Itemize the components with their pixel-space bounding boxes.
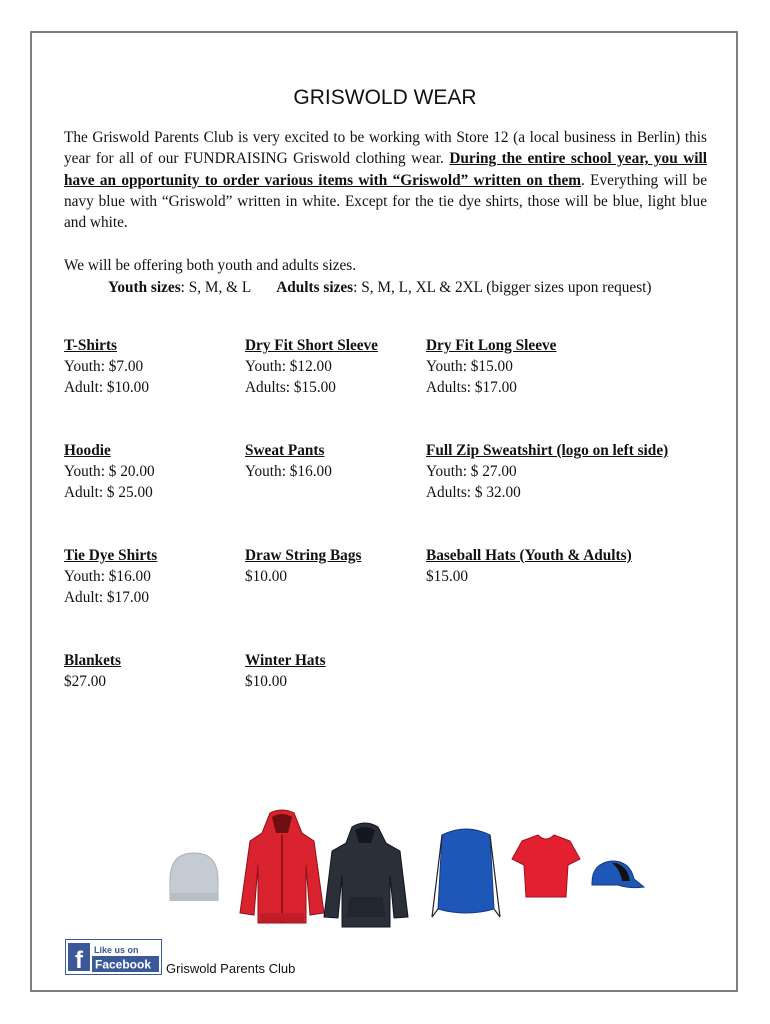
sizes-line (108, 279, 652, 297)
product-images (160, 805, 660, 935)
t-shirt-image (512, 835, 580, 897)
item-price: Youth: $ 20.00 (64, 463, 155, 480)
item-price: Youth: $15.00 (426, 358, 513, 375)
item-name: Dry Fit Short Sleeve (245, 337, 378, 354)
item-price: Adult: $17.00 (64, 589, 149, 606)
youth-sizes-values: : S, M, & L (180, 279, 252, 296)
facebook-badge-brand: Facebook (95, 957, 152, 972)
page-title: GRISWOLD WEAR (293, 86, 477, 109)
intro-text-2: . Everything will be navy blue with “Griswold” written in white. Except for the tie dye shirts, those will be blue, light blue and white. (64, 171, 707, 232)
item-full-zip-sweatshirt (426, 440, 668, 503)
item-t-shirts (64, 335, 149, 398)
facebook-badge-top-text: Like us on (94, 945, 139, 955)
item-winter-hats (245, 650, 326, 692)
baseball-hat-image (592, 861, 644, 888)
item-name: Winter Hats (245, 652, 326, 669)
winter-hat-image (170, 853, 218, 901)
adult-sizes-label: Adults sizes (276, 279, 354, 296)
item-price: $10.00 (245, 673, 288, 690)
footer-text: Griswold Parents Club (166, 961, 296, 976)
item-name: Sweat Pants (245, 442, 325, 459)
item-price: Adult: $ 25.00 (64, 484, 153, 501)
item-name: Baseball Hats (Youth & Adults) (426, 547, 632, 564)
item-price: Adults: $17.00 (426, 379, 517, 396)
item-price: $10.00 (245, 568, 288, 585)
intro-paragraph (64, 127, 707, 233)
intro-emphasis: During the entire school year, you will have an opportunity to order various items with “Griswold” written on them (64, 150, 707, 189)
item-price: Youth: $ 27.00 (426, 463, 517, 480)
intro-text-1: The Griswold Parents Club is very excited to be working with Store 12 (a local business in Berlin) this year for all of our FUNDRAISING Griswold clothing wear. (64, 129, 707, 168)
item-price: Adults: $ 32.00 (426, 484, 521, 501)
item-sweat-pants (245, 440, 332, 482)
item-tie-dye-shirts (64, 545, 157, 608)
item-dry-fit-long-sleeve (426, 335, 556, 398)
item-baseball-hats (426, 545, 632, 587)
item-name: Blankets (64, 652, 121, 669)
item-name: Tie Dye Shirts (64, 547, 158, 564)
item-name: Hoodie (64, 442, 111, 459)
youth-sizes-label: Youth sizes (108, 279, 181, 296)
item-blankets (64, 650, 121, 692)
facebook-icon (66, 940, 161, 974)
item-price: Youth: $7.00 (64, 358, 144, 375)
red-hoodie-image (240, 810, 324, 923)
item-price: Youth: $16.00 (245, 463, 332, 480)
drawstring-bag-image (432, 829, 500, 917)
item-name: Full Zip Sweatshirt (logo on left side) (426, 442, 669, 459)
sizes-intro: We will be offering both youth and adults sizes. (64, 257, 357, 274)
item-dry-fit-short-sleeve (245, 335, 378, 398)
navy-hoodie-image (324, 823, 408, 927)
item-name: Draw String Bags (245, 547, 362, 564)
facebook-badge[interactable] (65, 939, 162, 975)
item-draw-string-bags (245, 545, 361, 587)
item-hoodie (64, 440, 155, 503)
item-name: T-Shirts (64, 337, 117, 354)
item-name: Dry Fit Long Sleeve (426, 337, 557, 354)
adult-sizes-values: : S, M, L, XL & 2XL (bigger sizes upon request) (353, 279, 652, 296)
item-price: Adult: $10.00 (64, 379, 149, 396)
item-price: Youth: $12.00 (245, 358, 332, 375)
item-price: $15.00 (426, 568, 469, 585)
item-price: $27.00 (64, 673, 107, 690)
facebook-icon-letter: f (75, 947, 83, 974)
item-price: Adults: $15.00 (245, 379, 336, 396)
item-price: Youth: $16.00 (64, 568, 151, 585)
